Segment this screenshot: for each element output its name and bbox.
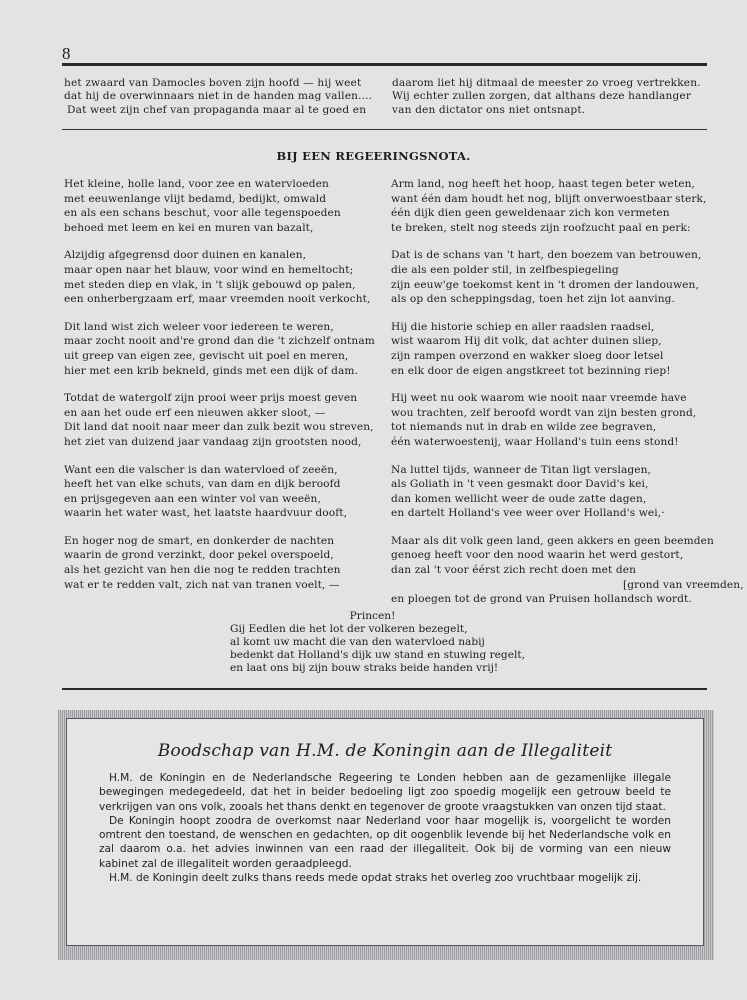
poem-line: genoeg heeft voor den nood waarin het werd gestort, xyxy=(391,549,684,562)
poem-line: Hij die historie schiep en aller raadslen raadsel, xyxy=(391,320,655,333)
poem-line: heeft het van elke schuts, van dam en dijk beroofd xyxy=(64,478,341,491)
text-line: dat hij de overwinnaars niet in de handen mag vallen.... xyxy=(64,90,373,103)
text-line: van den dictator ons niet ontsnapt. xyxy=(392,103,586,116)
poem-line: hier met een krib bekneld, ginds met een dijk of dam. xyxy=(64,364,359,377)
poem-line: Maar als dit volk geen land, geen akkers en geen beemden xyxy=(391,534,714,547)
poem-title: BIJ EEN REGEERINGSNOTA. xyxy=(276,149,471,163)
poem-stanza xyxy=(391,534,744,607)
poem-line: zijn rampen overzond en wakker sloeg door letsel xyxy=(391,349,664,362)
poem-line: met steden diep en vlak, in 't slijk gebouwd op palen, xyxy=(64,278,356,291)
message-paragraph: H.M. de Koningin deelt zulks thans reeds mede opdat straks het overleg zoo vruchtbaar mogelijk zij. xyxy=(109,872,642,885)
poem-line: dan komen wellicht weer de oude zatte dagen, xyxy=(391,492,647,505)
intro-right-column xyxy=(392,77,701,117)
poem-line: als het gezicht van hen die nog te redden trachten xyxy=(64,564,341,577)
message-box-title: Boodschap van H.M. de Koningin aan de Illegaliteit xyxy=(157,741,613,761)
intro-left-column xyxy=(64,77,372,117)
poem-line: dan zal 't voor éérst zich recht doen met den xyxy=(391,564,637,577)
poem-stanza xyxy=(64,248,375,306)
poem-line: één waterwoestenij, waar Holland's tuin eens stond! xyxy=(391,435,679,448)
poem-line: een onherbergzaam erf, maar vreemden nooit verkocht, xyxy=(64,293,371,306)
poem-line: Dat is de schans van 't hart, den boezem van betrouwen, xyxy=(391,249,702,262)
poem-line: Dit land dat nooit naar meer dan zulk bezit wou streven, xyxy=(64,421,374,434)
poem-stanza xyxy=(391,320,744,378)
poem-line: en elk door de eigen angstkreet tot bezinning riep! xyxy=(391,364,671,377)
poem-stanza xyxy=(391,177,744,235)
poem-left-column xyxy=(64,177,375,605)
poem-stanza xyxy=(64,463,375,521)
message-box-body xyxy=(99,771,671,885)
poem-stanza xyxy=(391,391,744,449)
text-line: Dat weet zijn chef van propaganda maar al te goed en xyxy=(67,103,367,116)
poem-line: uit greep van eigen zee, gevischt uit poel en meren, xyxy=(64,349,349,362)
poem-line: en dartelt Holland's vee weer over Holland's wei,· xyxy=(391,507,665,520)
section-divider-bottom xyxy=(62,688,707,690)
section-divider xyxy=(62,129,707,130)
poem-line: Dit land wist zich weleer voor iedereen te weren, xyxy=(64,320,334,333)
poem-stanza xyxy=(64,534,375,592)
message-box xyxy=(66,718,704,946)
poem-line: waarin het water wast, het laatste haardvuur dooft, xyxy=(64,507,348,520)
poem-line: en laat ons bij zijn bouw straks beide handen vrij! xyxy=(230,662,499,674)
text-line: het zwaard van Damocles boven zijn hoofd — hij weet xyxy=(64,77,362,89)
poem-line: Gij Eedlen die het lot der volkeren bezegelt, xyxy=(230,623,468,635)
poem-line: wist waarom Hij dit volk, dat achter duinen sliep, xyxy=(391,335,662,348)
poem-line: één dijk dien geen geweldenaar zich kon vermeten xyxy=(391,207,670,220)
text-line: Wij echter zullen zorgen, dat althans deze handlanger xyxy=(392,90,692,103)
poem-line: Hij weet nu ook waarom wie nooit naar vreemde have xyxy=(391,392,687,405)
poem-line: die als een polder stil, in zelfbespiegeling xyxy=(391,263,619,276)
poem-line: en aan het oude erf een nieuwen akker sloot, — xyxy=(64,406,326,419)
poem-line: behoed met leem en kei en muren van bazalt, xyxy=(64,221,314,234)
poem-line: maar open naar het blauw, voor wind en hemeltocht; xyxy=(64,263,354,276)
poem-line: en ploegen tot de grond van Pruisen hollandsch wordt. xyxy=(391,593,692,606)
poem-line: En hoger nog de smart, en donkerder de nachten xyxy=(64,534,335,547)
poem-stanza xyxy=(64,320,375,378)
poem-line: al komt uw macht die van den watervloed nabij xyxy=(230,636,485,648)
poem-line: Totdat de watergolf zijn prooi weer prijs moest geven xyxy=(64,392,358,405)
header-rule xyxy=(62,63,707,66)
poem-line: als Goliath in 't veen gesmakt door David's kei, xyxy=(391,478,649,491)
poem-line: Na luttel tijds, wanneer de Titan ligt verslagen, xyxy=(391,463,652,476)
poem-stanza xyxy=(64,391,375,449)
poem-right-column xyxy=(391,177,744,620)
poem-line: en als een schans beschut, voor alle tegenspoeden xyxy=(64,207,341,220)
message-paragraph: De Koningin hoopt zoodra de overkomst naar Nederland voor haar mogelijk is, voorgelicht te worden omtrent den toestand, de wenschen en gedachten, op dit oogenblik levende bij het Nederlandsche volk en zal daarom o.a. het advies inwinnen van een raad der illegaliteit. Ook bij de vorming van een nieuw kabinet zal de illegaliteit worden geraadpleegd. xyxy=(99,814,671,870)
poem-line: Arm land, nog heeft het hoop, haast tegen beter weten, xyxy=(391,178,695,190)
poem-line: Want een die valscher is dan watervloed of zeeën, xyxy=(64,463,338,476)
poem-stanza xyxy=(391,248,744,306)
message-box-border xyxy=(58,710,714,960)
poem-line: het ziet van duizend jaar vandaag zijn grootsten nood, xyxy=(64,435,362,448)
text-line: daarom liet hij ditmaal de meester zo vroeg vertrekken. xyxy=(392,77,701,89)
poem-line: bedenkt dat Holland's dijk uw stand en stuwing regelt, xyxy=(230,649,526,661)
poem-line: waarin de grond verzinkt, door pekel overspoeld, xyxy=(64,549,334,562)
poem-line: en prijsgegeven aan een winter vol van weeën, xyxy=(64,492,321,505)
poem-line: tot niemands nut in drab en wilde zee begraven, xyxy=(391,421,657,434)
poem-line: Alzijdig afgegrensd door duinen en kanalen, xyxy=(64,249,307,262)
poem-envoi xyxy=(230,610,525,675)
envoi-heading: Princen! xyxy=(349,610,396,622)
poem-line: met eeuwenlange vlijt bedamd, bedijkt, omwald xyxy=(64,192,327,205)
poem-stanza xyxy=(391,463,744,521)
poem-line: te breken, stelt nog steeds zijn roofzucht paal en perk: xyxy=(391,221,691,234)
poem-line: zijn eeuw'ge toekomst kent in 't dromen der landouwen, xyxy=(391,278,699,291)
poem-line: wat er te redden valt, zich nat van tranen voelt, — xyxy=(64,578,340,591)
poem-line: want één dam houdt het nog, blijft onverwoestbaar sterk, xyxy=(391,192,707,205)
page-number: 8 xyxy=(62,44,71,63)
poem-line: Het kleine, holle land, voor zee en watervloeden xyxy=(64,178,329,190)
poem-line: maar zocht nooit and're grond dan die 't zichzelf ontnam xyxy=(64,335,375,348)
poem-stanza xyxy=(64,177,375,235)
message-paragraph: H.M. de Koningin en de Nederlandsche Regeering te Londen hebben aan de gezamenlijke illegale bewegingen medegedeeld, dat het in beider bedoeling ligt zoo spoedig mogelijk een getrouw beeld te verkrijgen van ons volk, zooals het thans denkt en tegenover de groote vraagstukken van onzen tijd staat. xyxy=(99,772,671,813)
poem-line: wou trachten, zelf beroofd wordt van zijn besten grond, xyxy=(391,406,697,419)
poem-line: als op den scheppingsdag, toen het zijn lot aanving. xyxy=(391,293,675,306)
poem-line-continuation: [grond van vreemden, xyxy=(623,578,744,591)
